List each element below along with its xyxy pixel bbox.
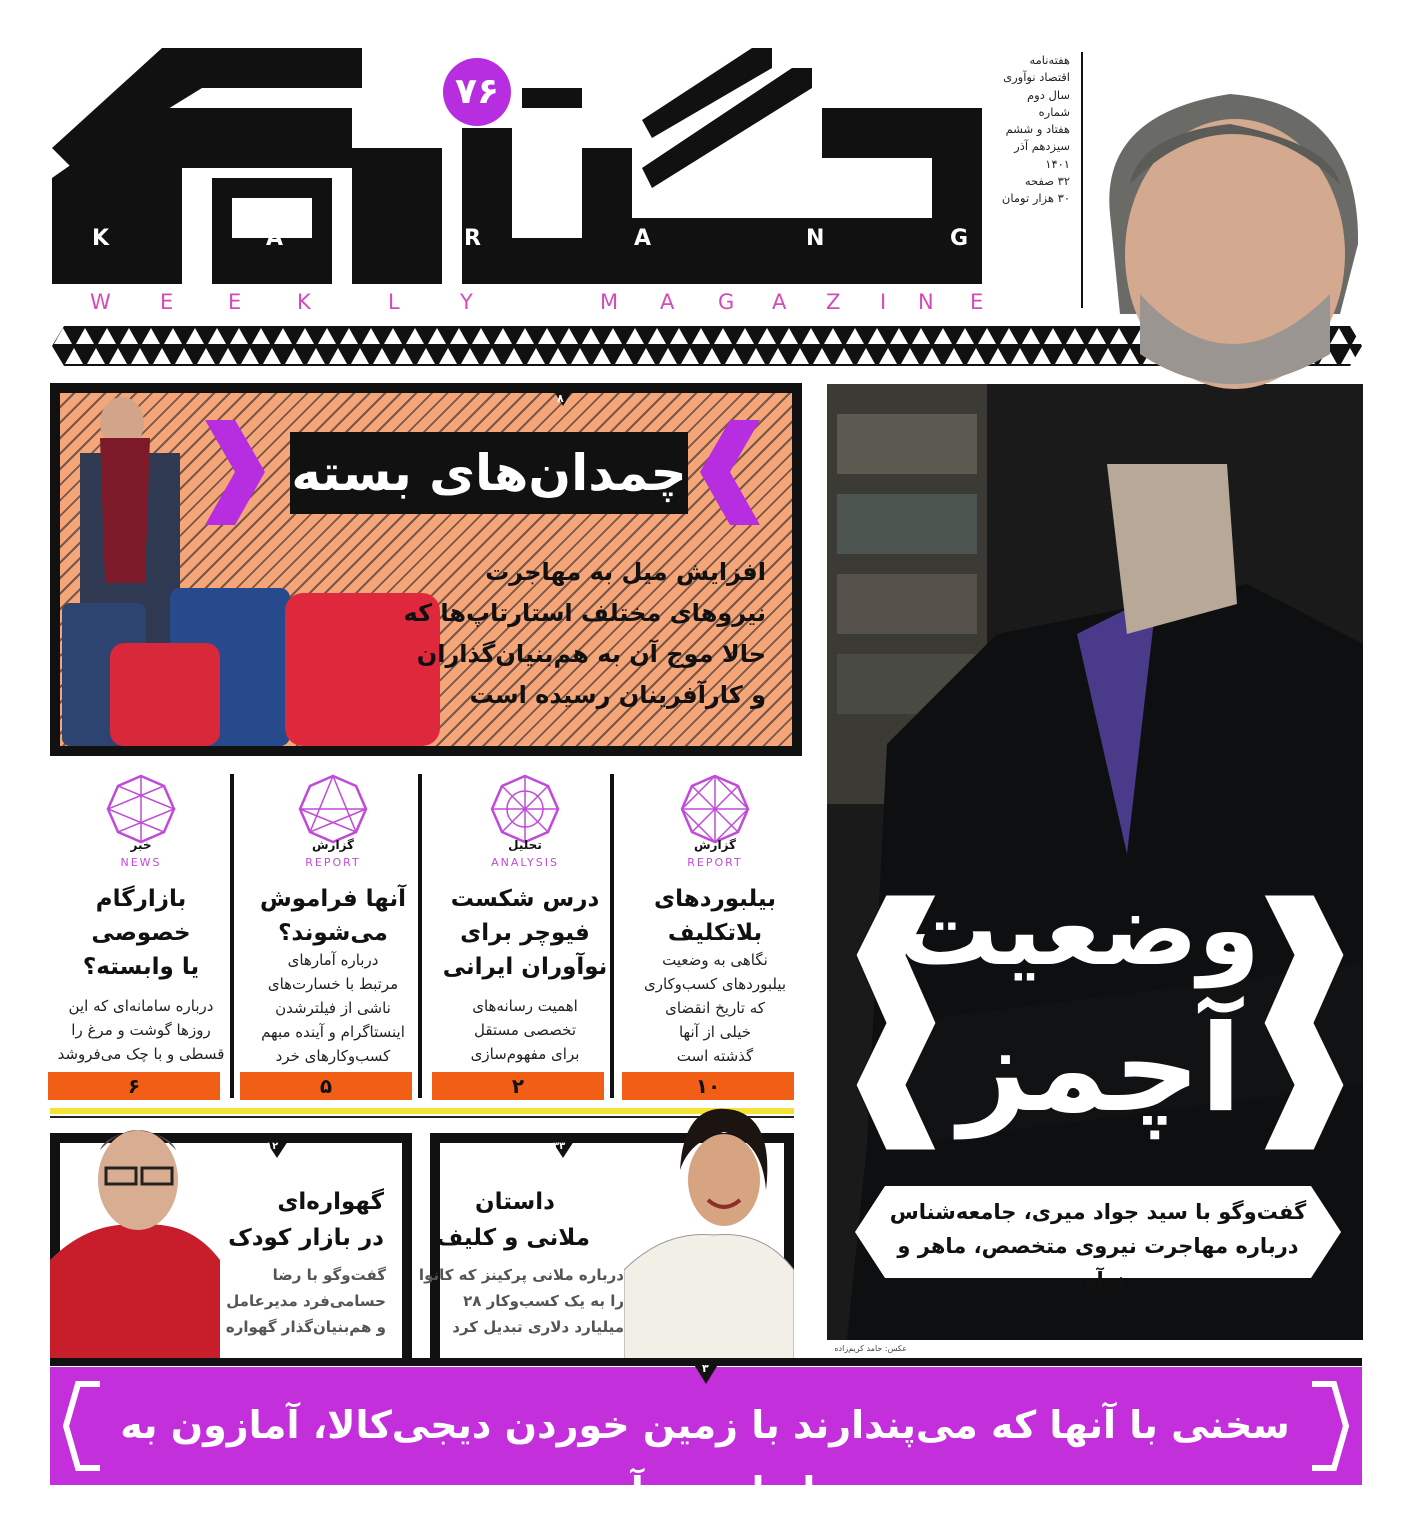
portrait-head [1090, 94, 1370, 394]
issue-number-badge: ۷۶ [443, 58, 511, 126]
title-line: خصوصی [91, 920, 191, 946]
desc-line: برای مفهوم‌سازی [470, 1045, 580, 1063]
column-kicker-en: REPORT [687, 856, 743, 869]
info-line: ۳۲ صفحه [1024, 174, 1070, 189]
logo-letter: N [806, 226, 825, 251]
feature-page-number: ۸ [557, 392, 564, 405]
column-title [432, 882, 618, 984]
desc-line: اینستاگرام و آینده مبهم [261, 1023, 405, 1041]
desc-line: که تاریخ انقضای [665, 999, 765, 1017]
box-page-number: ۳۳ [553, 1141, 566, 1152]
column-description [240, 948, 426, 1068]
logo-letter: G [950, 226, 969, 251]
cover-subhead [870, 1195, 1326, 1297]
title-line: می‌شوند؟ [278, 920, 388, 946]
desc-line: خیلی از آنها [678, 1023, 752, 1041]
page-number-bar: ۲ [432, 1072, 604, 1100]
title-line: درس شکست [450, 886, 600, 912]
info-line: ۱۴۰۱ [1045, 156, 1070, 171]
subtitle-letter: E [160, 290, 174, 314]
column-forgotten[interactable] [240, 774, 426, 1102]
karang-logo [52, 48, 982, 284]
chevron-ornament-icon [700, 420, 760, 525]
title-line: بلاتکلیف [667, 920, 763, 946]
info-line: سال دوم [1027, 87, 1070, 102]
title-line: آنها فراموش [260, 886, 406, 912]
box-melanie-desc [418, 1262, 624, 1340]
triangle-ornament-right [1264, 895, 1344, 1150]
logo-letter: A [634, 226, 652, 251]
desc-line: درباره آمارهای [287, 951, 379, 969]
column-kicker: گزارش [693, 838, 737, 852]
column-title [622, 882, 808, 950]
subtitle-letter: E [228, 290, 242, 314]
column-description [48, 994, 234, 1066]
desc-line: تخصصی مستقل [473, 1021, 577, 1039]
bracket-right-icon [1310, 1380, 1350, 1472]
desc-line: ناشی از فیلترشدن [275, 999, 391, 1017]
column-billboards[interactable] [622, 774, 808, 1102]
geometric-emblem-icon [298, 774, 368, 844]
subhead-line: درباره مهاجرت نیروی متخصص، ماهر و نوآور [897, 1234, 1299, 1292]
desc-line: گفت‌وگو با رضا [272, 1266, 386, 1284]
title-line: ملانی و کلیف [436, 1225, 590, 1251]
subtitle-letter: K [297, 290, 311, 314]
desc-line: درباره سامانه‌ای که این [68, 997, 214, 1015]
title-line: داستان [475, 1189, 555, 1215]
subtitle-letter: E [970, 290, 984, 314]
title-line: فیوچر برای [460, 920, 590, 946]
desc-line: حسامی‌فرد مدیرعامل [226, 1292, 386, 1310]
info-line: اقتصاد نوآوری [1003, 70, 1070, 85]
desc-line: اهمیت رسانه‌های [472, 997, 578, 1015]
cover-headline: وضعیت [898, 871, 1260, 988]
title-line: بازارگام [95, 886, 187, 912]
subtitle-letter: Y [460, 290, 473, 314]
desc-line: مرتبط با خسارت‌های [267, 975, 399, 993]
chevron-ornament-icon [205, 420, 265, 525]
feature-line: حالا موج آن به هم‌بنیان‌گذاران [416, 640, 766, 668]
desc-line: گذشته است [676, 1047, 754, 1065]
column-kicker-en: ANALYSIS [491, 856, 559, 869]
column-kicker: خبر [130, 838, 152, 852]
geometric-emblem-icon [106, 774, 176, 844]
masthead-divider [1081, 52, 1083, 308]
bracket-left-icon [62, 1380, 102, 1472]
column-kicker-en: REPORT [305, 856, 361, 869]
portrait-reza [50, 1110, 230, 1360]
feature-line: و کارآفرینان رسیده است [469, 681, 766, 709]
info-line: هفتاد و ششم [1005, 122, 1070, 137]
info-line: شماره [1038, 104, 1070, 119]
info-line: ۳۰ هزار تومان [1001, 191, 1070, 206]
column-title [240, 882, 426, 950]
subtitle-letter: N [918, 290, 934, 314]
desc-line: کسب‌وکارهای خرد [275, 1047, 391, 1065]
desc-line: میلیارد دلاری تبدیل کرد [452, 1318, 624, 1336]
info-line: هفته‌نامه [1029, 53, 1070, 67]
desc-line: و هم‌بنیان‌گذار گهواره [225, 1318, 386, 1336]
subtitle-letter: Z [826, 290, 841, 314]
geometric-emblem-icon [680, 774, 750, 844]
page-number-bar: ۱۰ [622, 1072, 794, 1100]
column-kicker-en: NEWS [120, 856, 162, 869]
photo-credit: عکس: حامد کریم‌زاده [834, 1344, 907, 1353]
box-page-number: ۱۲ [266, 1141, 279, 1152]
page-number-bar: ۶ [48, 1072, 220, 1100]
desc-line: نگاهی به وضعیت [662, 951, 768, 969]
geometric-emblem-icon [490, 774, 560, 844]
subtitle-letter: A [660, 290, 675, 314]
column-kicker: گزارش [311, 838, 355, 852]
subtitle-letter: L [388, 290, 400, 314]
column-title [48, 882, 234, 984]
column-kicker: تحلیل [508, 838, 542, 852]
box-melanie-title [436, 1184, 590, 1256]
banner-headline[interactable]: سخنی با آنها که می‌پندارند با زمین خوردن دیجی‌کالا، آمازون به ایران می‌آید [120, 1403, 1290, 1513]
column-description [432, 994, 618, 1066]
feature-line: افزایش میل به مهاجرت [485, 558, 766, 586]
subhead-line: گفت‌وگو با سید جواد میری، جامعه‌شناس [889, 1200, 1307, 1224]
desc-line: روزها گوشت و مرغ را [71, 1021, 211, 1039]
logo-letter: A [266, 226, 284, 251]
logo-letter: K [92, 226, 110, 251]
title-line: نوآوران ایرانی [442, 954, 608, 980]
info-line: سیزدهم آذر [1014, 139, 1070, 154]
desc-line: بیلبوردهای کسب‌وکاری [643, 975, 787, 993]
feature-title[interactable]: چمدان‌های بسته [291, 444, 687, 502]
banner-page-number: ۳ [702, 1362, 709, 1375]
title-line: گهواره‌ای [277, 1189, 384, 1215]
column-bazargam[interactable] [48, 774, 234, 1102]
box-gahvareh-desc [222, 1262, 386, 1340]
subtitle-letter: G [718, 290, 735, 314]
subtitle-letter: I [880, 290, 887, 314]
title-line: در بازار کودک [228, 1225, 384, 1251]
issue-info [990, 52, 1070, 208]
title-line: یا وابسته؟ [82, 954, 200, 980]
subtitle-letter: M [600, 290, 619, 314]
column-lesson[interactable] [432, 774, 618, 1102]
desc-line: را به یک کسب‌وکار ۲۸ [463, 1292, 624, 1310]
subtitle-letter: A [772, 290, 787, 314]
cover-headline: آچمز [958, 1000, 1242, 1139]
desc-line: قسطی و با چک می‌فروشد [57, 1045, 225, 1063]
desc-line: درباره ملانی پرکینز که کانوا [418, 1266, 624, 1284]
column-description [622, 948, 808, 1068]
box-gahvareh-title [230, 1184, 384, 1256]
title-line: بیلبوردهای [654, 886, 776, 912]
subtitle-letter: W [90, 290, 111, 314]
portrait-melanie [624, 1100, 794, 1360]
feature-line: نیروهای مختلف استارتاپ‌ها که [403, 599, 766, 627]
logo-letter: R [464, 226, 481, 251]
feature-lead [403, 552, 766, 716]
page-number-bar: ۵ [240, 1072, 412, 1100]
